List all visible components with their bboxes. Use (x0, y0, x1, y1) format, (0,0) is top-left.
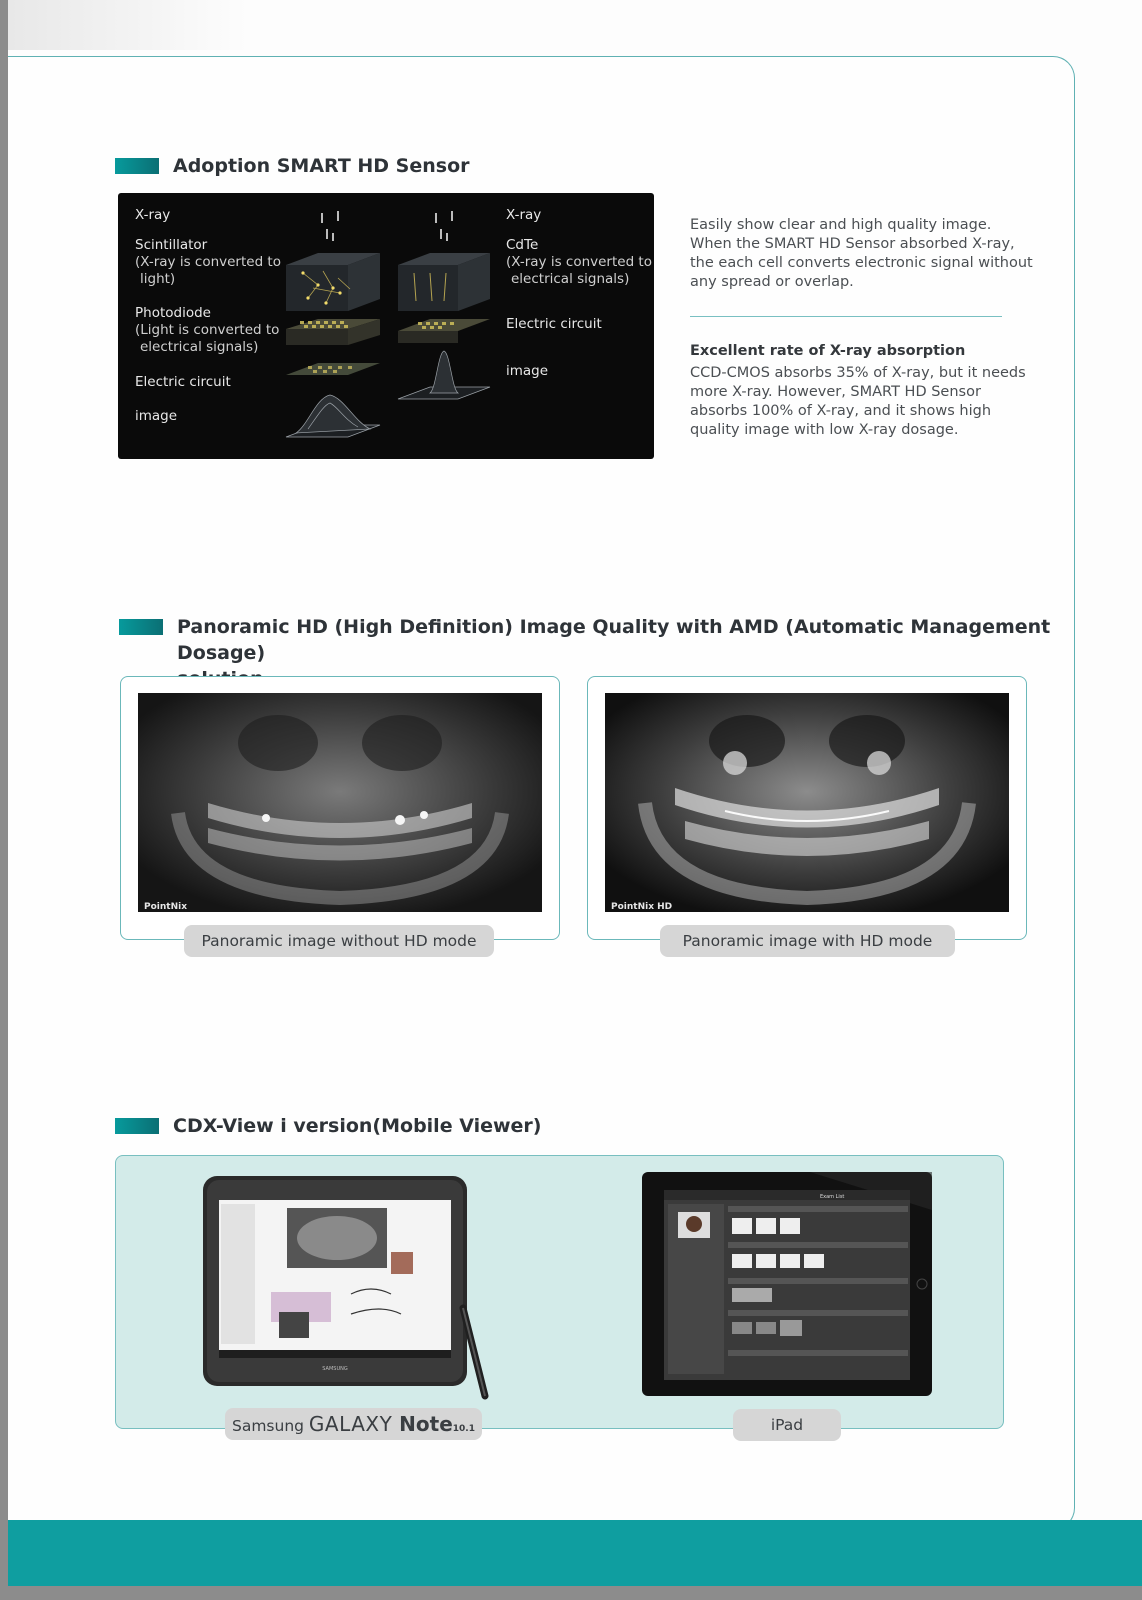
panoramic-xray-hd (605, 693, 1009, 912)
absorption-line: CCD-CMOS absorbs 35% of X-ray, but it needs (690, 365, 1026, 381)
section-title-text: Adoption SMART HD Sensor (173, 155, 470, 177)
cdte-cube (398, 253, 490, 311)
label-cdte-note: (X-ray is converted to (506, 254, 652, 270)
desc-line: any spread or overlap. (690, 274, 854, 290)
xray-watermark: PointNix (144, 902, 187, 912)
absorption-line: more X-ray. However, SMART HD Sensor (690, 384, 981, 400)
photodiode-layer (286, 319, 380, 345)
sensor-diagram (118, 193, 654, 459)
absorption-heading: Excellent rate of X-ray absorption (690, 343, 966, 359)
left-image-mound (286, 395, 380, 437)
caption-standard: Panoramic image without HD mode (184, 925, 494, 957)
label-circuit-left: Electric circuit (135, 374, 231, 390)
caption-samsung (225, 1408, 482, 1440)
panoramic-xray-standard (138, 693, 542, 912)
caption-samsung-prefix: Samsung (231, 1417, 309, 1435)
caption-note: Note (399, 1412, 453, 1436)
section-title-text: CDX-View i version(Mobile Viewer) (173, 1115, 542, 1137)
desc-line: Easily show clear and high quality image. (690, 217, 992, 233)
caption-ipad: iPad (733, 1409, 841, 1441)
mobile-viewer-panel (115, 1155, 1004, 1429)
label-scintillator-note-2: light) (140, 271, 176, 287)
top-shade (8, 0, 248, 50)
left-circuit-layer (286, 363, 380, 375)
caption-galaxy: GALAXY (308, 1412, 400, 1436)
ipad-header-text: Exam List (820, 1194, 845, 1200)
absorption-description (690, 364, 1026, 440)
scintillator-cube (286, 253, 380, 311)
xray-card-hd (587, 676, 1027, 940)
right-circuit-layer (398, 319, 490, 343)
section-title-sensor (115, 153, 470, 179)
title-line: Panoramic HD (High Definition) Image Quality with AMD (Automatic Management Dosage) (177, 616, 1051, 664)
description-divider (690, 316, 1002, 317)
samsung-tablet-image (201, 1174, 491, 1406)
caption-note-size: 10.1 (452, 1424, 475, 1434)
label-circuit-right: Electric circuit (506, 316, 602, 332)
ipad-image (640, 1170, 934, 1398)
section-marker (115, 1118, 159, 1134)
section-title-mobile (115, 1113, 541, 1139)
section-marker (119, 619, 163, 635)
caption-hd: Panoramic image with HD mode (660, 925, 955, 957)
label-xray-right: X-ray (506, 207, 542, 223)
absorption-line: absorbs 100% of X-ray, and it shows high (690, 403, 992, 419)
samsung-brand-text: SAMSUNG (322, 1366, 348, 1372)
desc-line: When the SMART HD Sensor absorbed X-ray, (690, 236, 1015, 252)
label-image-left: image (135, 408, 178, 424)
desc-line: the each cell converts electronic signal without (690, 255, 1033, 271)
label-xray-left: X-ray (135, 207, 171, 223)
right-image-spike (398, 351, 490, 399)
label-photodiode-note: (Light is converted to (135, 322, 280, 338)
label-cdte: CdTe (506, 237, 539, 253)
label-scintillator: Scintillator (135, 237, 208, 253)
section-marker (115, 158, 159, 174)
xray-card-standard (120, 676, 560, 940)
sensor-description (690, 216, 1033, 292)
absorption-line: quality image with low X-ray dosage. (690, 422, 959, 438)
footer-bar (8, 1520, 1142, 1586)
label-image-right: image (506, 363, 549, 379)
label-scintillator-note: (X-ray is converted to (135, 254, 281, 270)
label-cdte-note-2: electrical signals) (511, 271, 630, 287)
label-photodiode: Photodiode (135, 305, 211, 321)
xray-watermark: PointNix HD (611, 902, 673, 912)
label-photodiode-note-2: electrical signals) (140, 339, 259, 355)
